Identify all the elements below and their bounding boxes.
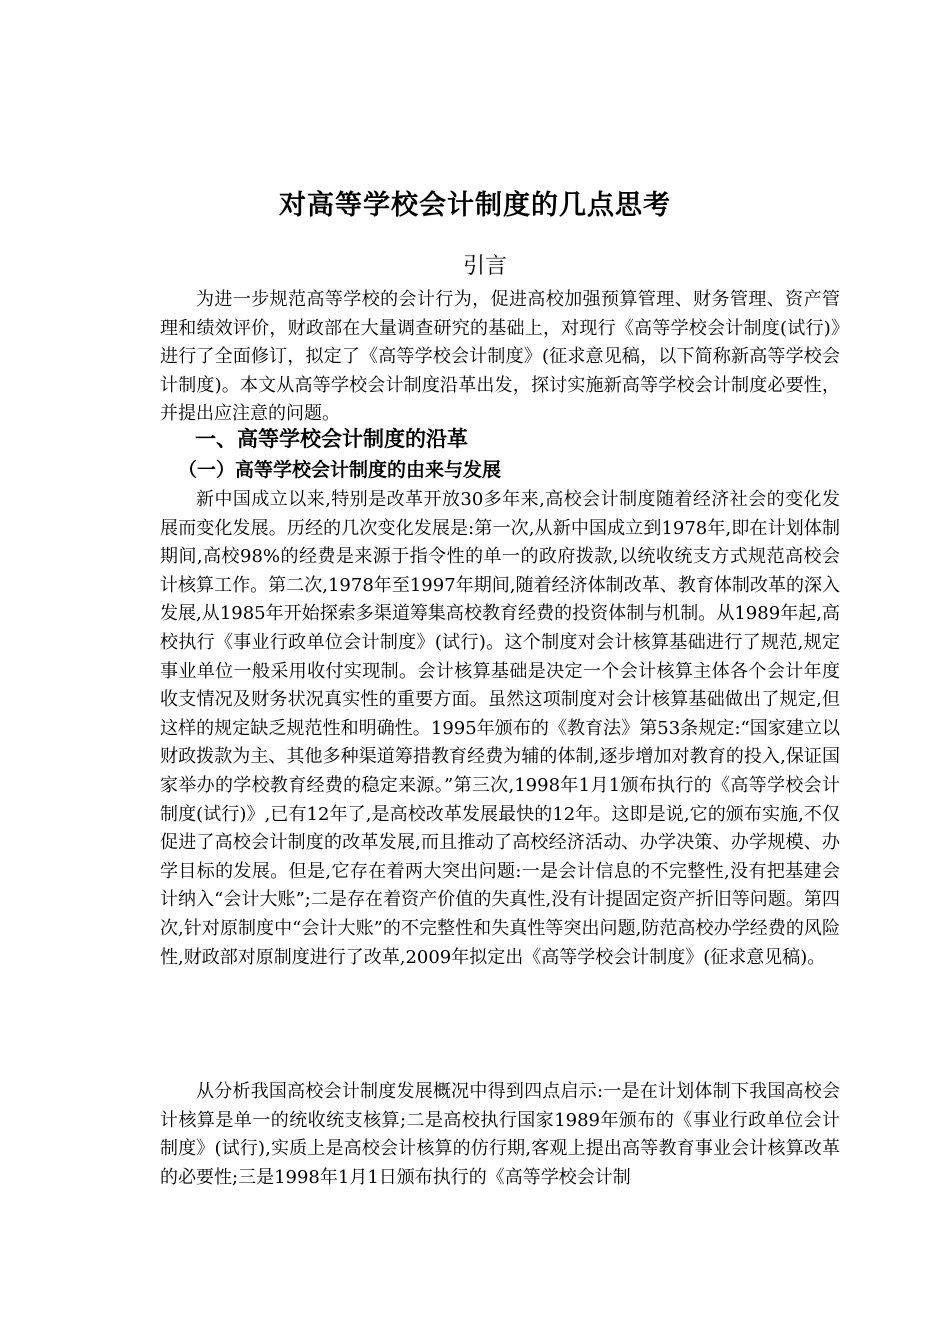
body-paragraph: 从分析我国高校会计制度发展概况中得到四点启示:一是在计划体制下我国高校会计核算是单一的统收统支核算;二是高校执行国家1989年颁布的《事业行政单位会计制度》(试行),实质上是高校会计核算的仿行期,客观上提出高等教育事业会计核算改革的必要性;三是1998年1月1日颁布执行的《高等学校会计制 [160, 1081, 840, 1188]
subsection-heading: （一）高等学校会计制度的由来与发展 [178, 459, 502, 481]
section-heading: 一、高等学校会计制度的沿革 [195, 427, 468, 451]
body-paragraph: 新中国成立以来,特别是改革开放30多年来,高校会计制度随着经济社会的变化发展而变化发展。历经的几次变化发展是:第一次,从新中国成立到1978年,即在计划体制期间,高校98%的经费是来源于指令性的单一的政府拨款,以统收统支方式规范高校会计核算工作。第二次,1978年至1997年期间,随着经济体制改革、教育体制改革的深入发展,从1985年开始探索多渠道筹集高校教育经费的投资体制与机制。从1989年起,高校执行《事业行政单位会计制度》(试行)。这个制度对会计核算基础进行了规范,规定事业单位一般采用收付实现制。会计核算基础是决定一个会计核算主体各个会计年度收支情况及财务状况真实性的重要方面。虽然这项制度对会计核算基础做出了规定,但这样的规定缺乏规范性和明确性。1995年颁布的《教育法》第53条规定:“国家建立以财政拨款为主、其他多种渠道筹措教育经费为辅的体制,逐步增加对教育的投入,保证国家举办的学校教育经费的稳定来源。”第三次,1998年1月1颁布执行的《高等学校会计制度(试行)》,已有12年了,是高校改革发展最快的12年。这即是说,它的颁布实施,不仅促进了高校会计制度的改革发展,而且推动了高校经济活动、办学决策、办学规模、办学目标的发展。但是,它存在着两大突出问题:一是会计信息的不完整性,没有把基建会计纳入“会计大账”;二是存在着资产价值的失真性,没有计提固定资产折旧等问题。第四次,针对原制度中“会计大账”的不完整性和失真性等突出问题,防范高校办学经费的风险性,财政部对原制度进行了改革,2009年拟定出《高等学校会计制度》(征求意见稿)。 [160, 489, 840, 968]
intro-heading: 引言 [462, 254, 507, 279]
intro-paragraph: 为进一步规范高等学校的会计行为，促进高校加强预算管理、财务管理、资产管理和绩效评价，财政部在大量调查研究的基础上，对现行《高等学校会计制度(试行)》进行了全面修订，拟定了《高等学校会计制度》(征求意见稿，以下简称新高等学校会计制度)。本文从高等学校会计制度沿革出发，探讨实施新高等学校会计制度必要性，并提出应注意的问题。 [160, 289, 840, 425]
document-title: 对高等学校会计制度的几点思考 [279, 190, 671, 222]
